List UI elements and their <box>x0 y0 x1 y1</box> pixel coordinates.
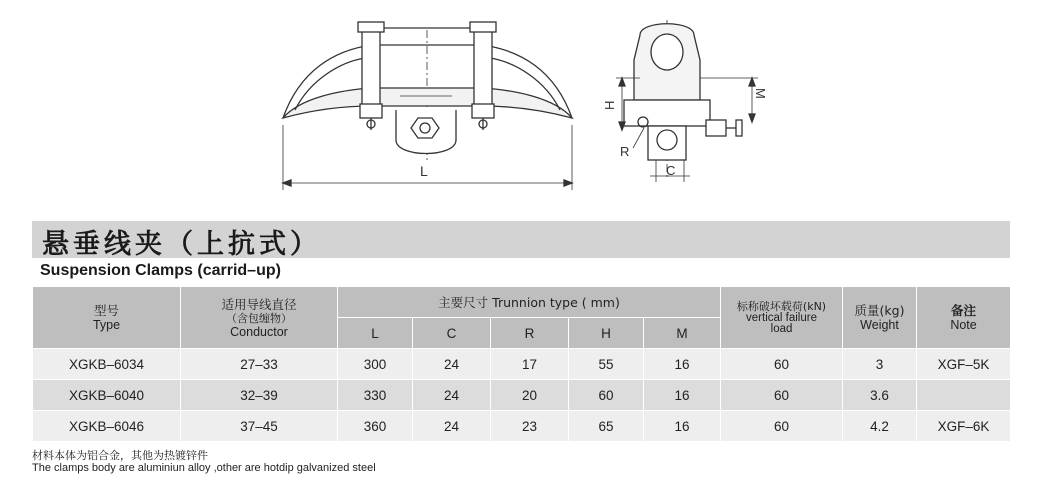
cell-M: 16 <box>644 380 721 411</box>
table-row <box>33 380 1011 411</box>
cell-conductor: 32–39 <box>181 380 338 411</box>
page-title-chinese: 悬垂线夹（上抗式） <box>42 229 321 260</box>
side-view-drawing <box>616 20 758 182</box>
header-dim-R: R <box>491 318 569 349</box>
technical-drawings <box>0 0 1042 205</box>
cell-C: 24 <box>413 380 491 411</box>
header-type: 型号 Type <box>33 287 181 349</box>
footnote-chinese: 材料本体为铝合金，其他为热镀锌件 <box>32 449 208 462</box>
cell-R: 23 <box>491 411 569 442</box>
footnote-english: The clamps body are aluminiun alloy ,other are hotdip galvanized steel <box>32 462 376 474</box>
cell-note <box>917 380 1011 411</box>
page-title-english: Suspension Clamps (carrid–up) <box>40 262 281 279</box>
dimension-L-label: L <box>420 163 428 179</box>
table-row <box>33 349 1011 380</box>
header-dim-H: H <box>569 318 644 349</box>
cell-type: XGKB–6046 <box>33 411 181 442</box>
cell-note: XGF–5K <box>917 349 1011 380</box>
cell-weight: 3 <box>843 349 917 380</box>
dimension-M-label: M <box>753 88 768 99</box>
cell-weight: 3.6 <box>843 380 917 411</box>
table-row <box>33 411 1011 442</box>
header-dim-C: C <box>413 318 491 349</box>
cell-load: 60 <box>721 380 843 411</box>
dimension-C-label: C <box>666 163 676 178</box>
specification-table <box>32 286 1011 442</box>
header-conductor: 适用导线直径 （含包缠物） Conductor <box>181 287 338 349</box>
header-load: 标称破坏载荷(kN) vertical failure load <box>721 287 843 349</box>
header-trunnion: 主要尺寸 Trunnion type ( mm) <box>338 287 721 318</box>
cell-type: XGKB–6034 <box>33 349 181 380</box>
cell-L: 360 <box>338 411 413 442</box>
cell-C: 24 <box>413 349 491 380</box>
cell-conductor: 27–33 <box>181 349 338 380</box>
cell-H: 55 <box>569 349 644 380</box>
dimension-H-label: H <box>602 100 617 110</box>
cell-M: 16 <box>644 349 721 380</box>
cell-note: XGF–6K <box>917 411 1011 442</box>
cell-load: 60 <box>721 411 843 442</box>
cell-weight: 4.2 <box>843 411 917 442</box>
dimension-R-label: R <box>620 144 630 159</box>
header-weight: 质量(kg) Weight <box>843 287 917 349</box>
cell-H: 65 <box>569 411 644 442</box>
header-note: 备注 Note <box>917 287 1011 349</box>
cell-load: 60 <box>721 349 843 380</box>
cell-R: 20 <box>491 380 569 411</box>
cell-conductor: 37–45 <box>181 411 338 442</box>
cell-R: 17 <box>491 349 569 380</box>
title-band <box>32 221 1010 258</box>
cell-type: XGKB–6040 <box>33 380 181 411</box>
cell-C: 24 <box>413 411 491 442</box>
cell-M: 16 <box>644 411 721 442</box>
cell-L: 330 <box>338 380 413 411</box>
header-dim-L: L <box>338 318 413 349</box>
cell-H: 60 <box>569 380 644 411</box>
cell-L: 300 <box>338 349 413 380</box>
header-dim-M: M <box>644 318 721 349</box>
